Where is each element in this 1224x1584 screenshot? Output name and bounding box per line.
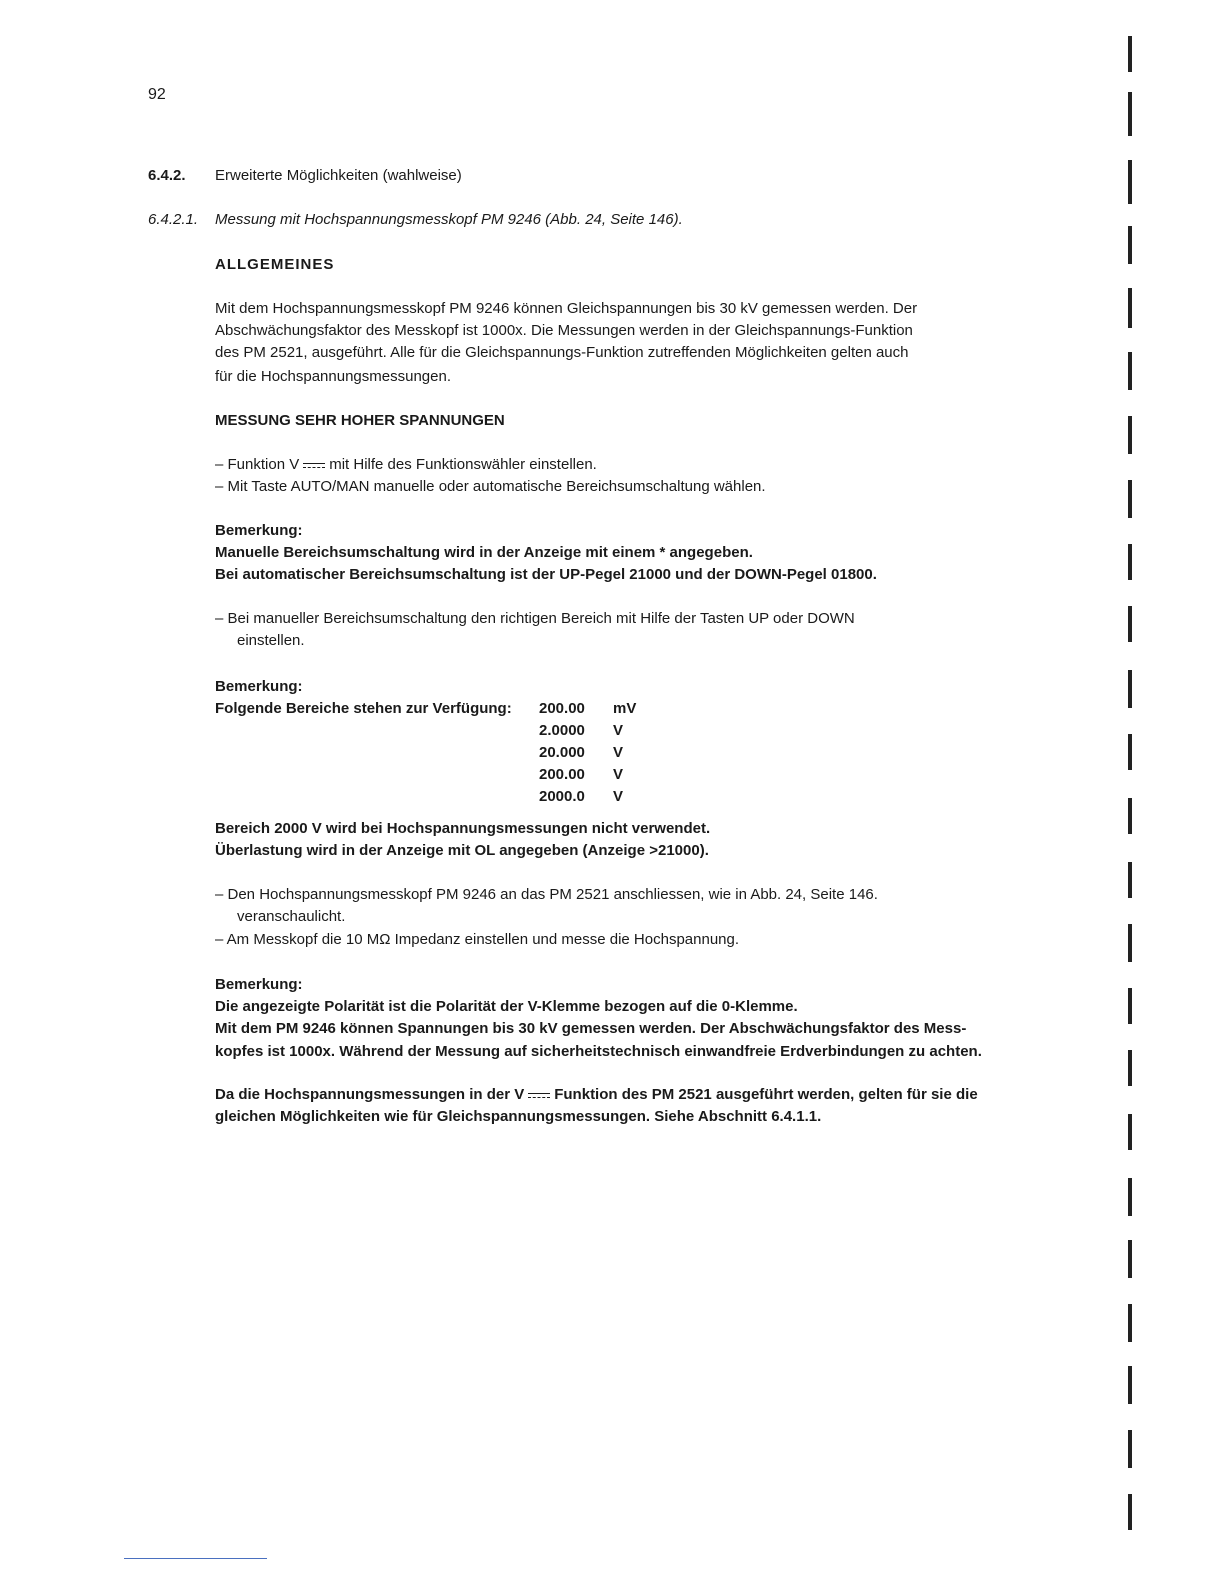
binding-mark <box>1128 734 1132 770</box>
note-3-line-3: kopfes ist 1000x. Während der Messung auf sicherheitstechnisch einwandfreie Erdverbindungen zu achten. <box>215 1043 982 1060</box>
dc-symbol-icon <box>303 460 325 470</box>
final-line-1 <box>215 1084 978 1106</box>
step-1 <box>215 454 597 476</box>
binding-mark <box>1128 1178 1132 1216</box>
range-unit: V <box>613 722 624 739</box>
binding-mark <box>1128 1366 1132 1404</box>
allgemeines-line-2: Abschwächungsfaktor des Messkopf ist 1000x. Die Messungen werden in der Gleichspannungs-Funktion <box>215 322 913 339</box>
footer-rule <box>124 1558 267 1559</box>
range-item <box>539 698 636 720</box>
range-unit: V <box>613 766 624 783</box>
step-3-line-2: einstellen. <box>237 632 305 649</box>
range-unit: mV <box>613 700 637 717</box>
binding-mark <box>1128 1494 1132 1530</box>
binding-mark <box>1128 160 1132 204</box>
binding-mark <box>1128 924 1132 962</box>
ranges-list <box>539 698 636 808</box>
step-4-line-1: – Den Hochspannungsmesskopf PM 9246 an das PM 2521 anschliessen, wie in Abb. 24, Seite 146. <box>215 886 878 903</box>
messung-heading: MESSUNG SEHR HOHER SPANNUNGEN <box>215 412 505 429</box>
step-2: – Mit Taste AUTO/MAN manuelle oder automatische Bereichsumschaltung wählen. <box>215 478 766 495</box>
step-3-line-1: – Bei manueller Bereichsumschaltung den richtigen Bereich mit Hilfe der Tasten UP oder DOWN <box>215 610 855 627</box>
range-item <box>539 742 636 764</box>
allgemeines-line-3: des PM 2521, ausgeführt. Alle für die Gleichspannungs-Funktion zutreffenden Möglichkeiten gelten auch <box>215 344 909 361</box>
binding-mark <box>1128 1304 1132 1342</box>
range-unit: V <box>613 788 624 805</box>
binding-mark <box>1128 352 1132 390</box>
final-line-2: gleichen Möglichkeiten wie für Gleichspannungsmessungen. Siehe Abschnitt 6.4.1.1. <box>215 1108 822 1125</box>
range-value: 200.00 <box>539 766 585 783</box>
binding-mark <box>1128 1240 1132 1278</box>
binding-mark <box>1128 226 1132 264</box>
section-number: 6.4.2. <box>148 167 186 184</box>
step-4-line-2: veranschaulicht. <box>237 908 346 925</box>
ranges-after-1: Bereich 2000 V wird bei Hochspannungsmessungen nicht verwendet. <box>215 820 711 837</box>
final-line-1-pre: Da die Hochspannungsmessungen in der V <box>215 1086 525 1103</box>
range-item <box>539 764 636 786</box>
binding-mark <box>1128 544 1132 580</box>
binding-mark <box>1128 480 1132 518</box>
note-3-label: Bemerkung: <box>215 976 303 993</box>
binding-mark <box>1128 92 1132 136</box>
subsection-title: Messung mit Hochspannungsmesskopf PM 9246 (Abb. 24, Seite 146). <box>215 211 683 228</box>
ranges-label: Folgende Bereiche stehen zur Verfügung: <box>215 700 512 717</box>
note-2-label: Bemerkung: <box>215 678 303 695</box>
range-unit: V <box>613 744 624 761</box>
dc-symbol-icon <box>528 1090 550 1100</box>
range-value: 20.000 <box>539 744 585 761</box>
range-item <box>539 720 636 742</box>
final-line-1-post: Funktion des PM 2521 ausgeführt werden, gelten für sie die <box>554 1086 978 1103</box>
binding-mark <box>1128 416 1132 454</box>
note-3-line-1: Die angezeigte Polarität ist die Polarität der V-Klemme bezogen auf die 0-Klemme. <box>215 998 798 1015</box>
binding-mark <box>1128 36 1132 72</box>
range-value: 200.00 <box>539 700 585 717</box>
binding-mark <box>1128 670 1132 708</box>
binding-mark <box>1128 288 1132 328</box>
range-value: 2.0000 <box>539 722 585 739</box>
note-1-label: Bemerkung: <box>215 522 303 539</box>
binding-mark <box>1128 1430 1132 1468</box>
step-1-pre: – Funktion V <box>215 456 300 473</box>
allgemeines-line-1: Mit dem Hochspannungsmesskopf PM 9246 können Gleichspannungen bis 30 kV gemessen werden. Der <box>215 300 918 317</box>
allgemeines-line-4: für die Hochspannungsmessungen. <box>215 368 451 385</box>
range-value: 2000.0 <box>539 788 585 805</box>
binding-mark <box>1128 862 1132 898</box>
page-number: 92 <box>148 86 166 103</box>
binding-mark <box>1128 1114 1132 1150</box>
binding-mark <box>1128 1050 1132 1086</box>
step-5: – Am Messkopf die 10 MΩ Impedanz einstellen und messe die Hochspannung. <box>215 931 740 948</box>
binding-mark <box>1128 988 1132 1024</box>
binding-mark <box>1128 798 1132 834</box>
note-1-line-1: Manuelle Bereichsumschaltung wird in der Anzeige mit einem * angegeben. <box>215 544 753 561</box>
allgemeines-heading: ALLGEMEINES <box>215 256 335 273</box>
range-item <box>539 786 636 808</box>
section-title: Erweiterte Möglichkeiten (wahlweise) <box>215 167 462 184</box>
ranges-after-2: Überlastung wird in der Anzeige mit OL angegeben (Anzeige >21000). <box>215 842 709 859</box>
step-1-post: mit Hilfe des Funktionswähler einstellen. <box>329 456 597 473</box>
binding-mark <box>1128 606 1132 642</box>
note-1-line-2: Bei automatischer Bereichsumschaltung ist der UP-Pegel 21000 und der DOWN-Pegel 01800. <box>215 566 877 583</box>
subsection-number: 6.4.2.1. <box>148 211 199 228</box>
note-3-line-2: Mit dem PM 9246 können Spannungen bis 30 kV gemessen werden. Der Abschwächungsfaktor des Mess- <box>215 1020 967 1037</box>
